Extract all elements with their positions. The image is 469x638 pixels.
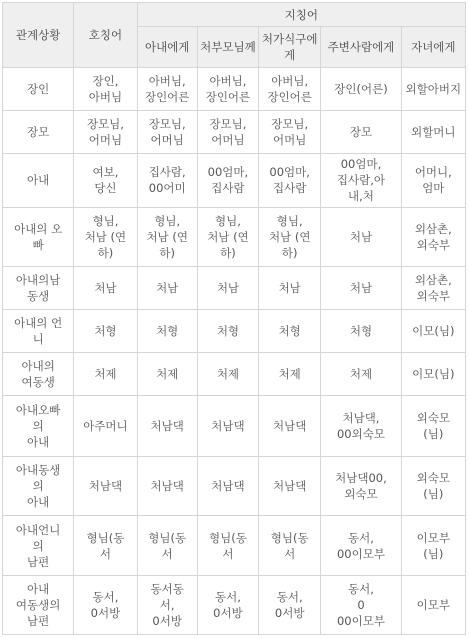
- table-cell: 동서동 서, 0서방: [137, 575, 197, 634]
- table-cell: 여보, 당신: [74, 153, 137, 207]
- table-cell: 형님(동 서: [197, 516, 258, 575]
- table-row: [3, 267, 466, 310]
- table-cell: 처남: [137, 267, 197, 310]
- table-cell: 처남댁: [259, 395, 321, 456]
- row-situation: 아내언니 의 남편: [3, 516, 74, 575]
- table-cell: 처남댁: [137, 457, 197, 516]
- table-cell: 아버님, 장인어른: [259, 68, 321, 111]
- table-cell: 처남댁: [137, 395, 197, 456]
- table-cell: 아주머니: [74, 395, 137, 456]
- table-cell: 외숙모 (님): [401, 457, 465, 516]
- table-cell: 동서, 0 00이모부: [321, 575, 401, 634]
- table-cell: 처남댁: [74, 457, 137, 516]
- header-reference-term: 지칭어: [137, 3, 465, 27]
- table-cell: 처남댁: [197, 457, 258, 516]
- table-cell: 처제: [197, 353, 258, 396]
- header-to-wife-family: 처가식구에게: [259, 27, 321, 68]
- table-cell: 00엄마, 집사람,아 내,처: [321, 153, 401, 207]
- table-cell: 처형: [321, 310, 401, 353]
- row-situation: 아내동생 의 아내: [3, 457, 74, 516]
- table-cell: 장인(어른): [321, 68, 401, 111]
- row-situation: 아내의남 동생: [3, 267, 74, 310]
- table-cell: 처남: [74, 267, 137, 310]
- table-header: [3, 3, 466, 68]
- table-cell: 처남댁00, 외숙모: [321, 457, 401, 516]
- row-situation: 아내: [3, 153, 74, 207]
- table-cell: 이모(님): [401, 353, 465, 396]
- table-cell: 외삼촌, 외숙부: [401, 267, 465, 310]
- table-cell: 장모님, 어머님: [74, 110, 137, 153]
- table-cell: 처제: [74, 353, 137, 396]
- table-cell: 형님, 처남 (연 하): [259, 207, 321, 266]
- table-row: [3, 207, 466, 266]
- table-cell: 아버님, 장인어른: [137, 68, 197, 111]
- row-situation: 아내의 오 빠: [3, 207, 74, 266]
- table-row: [3, 353, 466, 396]
- table-cell: 처형: [137, 310, 197, 353]
- table-cell: 00엄마, 집사람: [197, 153, 258, 207]
- table-row: [3, 457, 466, 516]
- table-cell: 아버님, 장인어른: [197, 68, 258, 111]
- table-row: [3, 575, 466, 634]
- table-row: [3, 153, 466, 207]
- header-to-others: 주변사람에게: [321, 27, 401, 68]
- table-cell: 이모부 (님): [401, 516, 465, 575]
- header-to-in-laws: 처부모님께: [197, 27, 258, 68]
- table-cell: 장모: [321, 110, 401, 153]
- table-row: [3, 68, 466, 111]
- table-cell: 외숙모 (님): [401, 395, 465, 456]
- table-cell: 처형: [74, 310, 137, 353]
- table-row: [3, 110, 466, 153]
- table-cell: 처형: [197, 310, 258, 353]
- table-cell: 형님(동 서: [137, 516, 197, 575]
- header-to-children: 자녀에게: [401, 27, 465, 68]
- table-cell: 장모님, 어머님: [259, 110, 321, 153]
- table-cell: 처남: [321, 207, 401, 266]
- table-cell: 형님, 처남 (연 하): [137, 207, 197, 266]
- header-situation: 관계상황: [3, 3, 74, 68]
- row-situation: 장인: [3, 68, 74, 111]
- table-body: [3, 68, 466, 635]
- header-to-wife: 아내에게: [137, 27, 197, 68]
- table-cell: 형님, 처남 (연 하): [197, 207, 258, 266]
- row-situation: 아내의 언 니: [3, 310, 74, 353]
- row-situation: 아내의 여동생: [3, 353, 74, 396]
- table-cell: 형님, 처남 (연 하): [74, 207, 137, 266]
- table-cell: 처제: [137, 353, 197, 396]
- table-cell: 처제: [259, 353, 321, 396]
- table-cell: 장모님, 어머님: [137, 110, 197, 153]
- table-cell: 동서, 00이모부: [321, 516, 401, 575]
- table-cell: 처남댁: [197, 395, 258, 456]
- table-cell: 처남: [321, 267, 401, 310]
- table-row: [3, 395, 466, 456]
- table-cell: 장모님, 어머님: [197, 110, 258, 153]
- table-row: [3, 310, 466, 353]
- table-cell: 00엄마, 집사람: [259, 153, 321, 207]
- table-cell: 처남: [197, 267, 258, 310]
- table-cell: 이모부: [401, 575, 465, 634]
- table-cell: 처제: [321, 353, 401, 396]
- table-cell: 형님(동 서: [259, 516, 321, 575]
- row-situation: 아내 여동생의 남편: [3, 575, 74, 634]
- table-cell: 처남댁, 00외숙모: [321, 395, 401, 456]
- header-address-term: 호칭어: [74, 3, 137, 68]
- table-cell: 이모(님): [401, 310, 465, 353]
- table-cell: 외삼촌, 외숙부: [401, 207, 465, 266]
- table-cell: 어머니, 엄마: [401, 153, 465, 207]
- table-cell: 동서, 0서방: [74, 575, 137, 634]
- row-situation: 아내오빠 의 아내: [3, 395, 74, 456]
- table-row: [3, 516, 466, 575]
- table-cell: 동서, 0서방: [259, 575, 321, 634]
- table-cell: 형님(동 서: [74, 516, 137, 575]
- table-cell: 장인, 아버님: [74, 68, 137, 111]
- row-situation: 장모: [3, 110, 74, 153]
- table-cell: 외할머니: [401, 110, 465, 153]
- table-cell: 동서, 0서방: [197, 575, 258, 634]
- table-cell: 처형: [259, 310, 321, 353]
- table-cell: 처남댁: [259, 457, 321, 516]
- table-cell: 집사람, 00어미: [137, 153, 197, 207]
- kinship-terms-table: [2, 2, 466, 635]
- table-cell: 처남: [259, 267, 321, 310]
- table-cell: 외할아버지: [401, 68, 465, 111]
